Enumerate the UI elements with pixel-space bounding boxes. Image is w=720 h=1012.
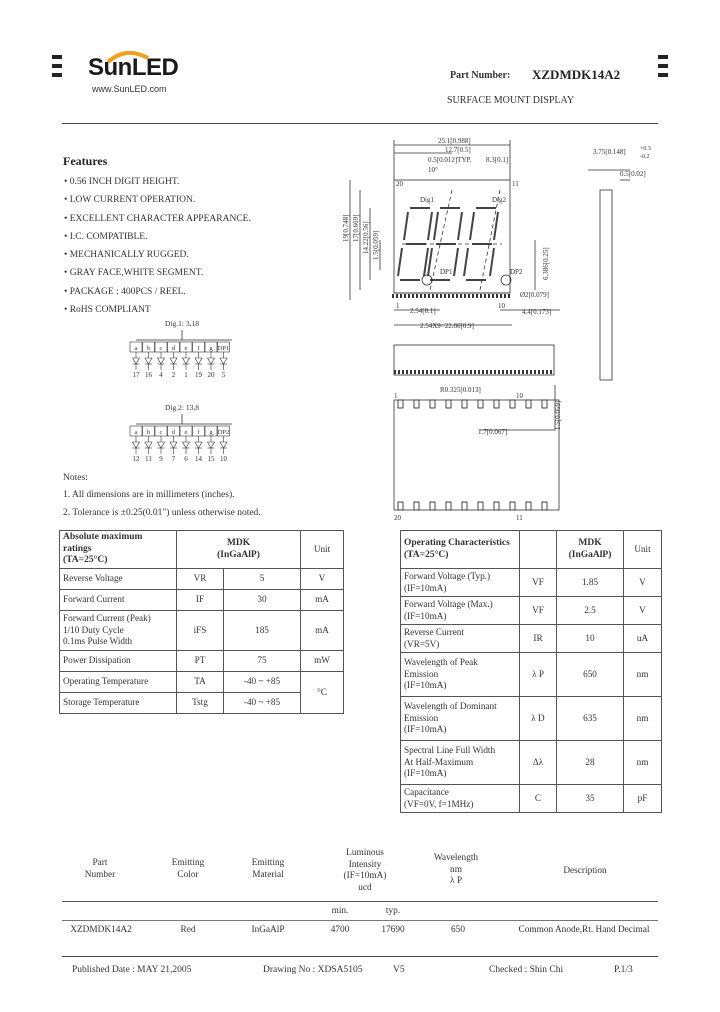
abs-param: Power Dissipation — [60, 651, 177, 672]
abs-unit: mA — [301, 611, 344, 651]
product-type: SURFACE MOUNT DISPLAY — [447, 95, 575, 106]
dim-h15: 1.5[0.059] — [372, 230, 380, 260]
pin-11b-label: 11 — [516, 514, 523, 522]
sel-header-typ: typ. — [385, 906, 401, 916]
dig1-diode — [145, 358, 152, 364]
notes-title: Notes: — [63, 473, 88, 483]
sel-header-part: Part Number — [84, 858, 116, 880]
dig2-diode — [158, 442, 165, 448]
abs-unit: V — [301, 569, 344, 590]
package-drawing — [330, 130, 670, 525]
feature-item: • MECHANICALLY RUGGED. — [64, 250, 189, 261]
op-symbol: Δλ — [520, 741, 557, 785]
op-param: Forward Voltage (Max.) (IF=10mA) — [401, 597, 520, 625]
dig1-pin-label: 19 — [195, 371, 202, 379]
dig1-segment-label: f — [197, 345, 200, 352]
abs-value: 5 — [224, 569, 301, 590]
dig1-segment-label: DP1 — [217, 345, 230, 352]
note-item: 2. Tolerance is ±0.25(0.01") unless otherwise noted. — [63, 508, 261, 518]
dim-h17: 17[0.669] — [352, 214, 360, 242]
op-row — [401, 653, 662, 697]
dig1-segment-label: c — [159, 345, 163, 352]
feature-item: • PACKAGE : 400PCS / REEL. — [64, 286, 186, 297]
feature-item: • 0.56 INCH DIGIT HEIGHT. — [64, 177, 180, 187]
features-list — [64, 177, 251, 323]
part-number: XZDMDK14A2 — [532, 67, 621, 82]
op-symbol: IR — [520, 625, 557, 653]
left-bars-decoration — [52, 55, 62, 82]
op-symbol: VF — [520, 597, 557, 625]
page-number: P.1/3 — [614, 965, 633, 975]
features-title: Features — [63, 154, 108, 168]
dig2-pin-label: 11 — [145, 455, 152, 463]
sel-min: 4700 — [330, 925, 350, 935]
dig2-diode — [170, 442, 177, 448]
op-row — [401, 597, 662, 625]
sel-wavelength: 650 — [451, 925, 465, 935]
op-unit: V — [624, 597, 662, 625]
abs-title: Absolute maximum ratings (TA=25°C) — [60, 531, 177, 569]
dim-44: 4.4[0.173] — [522, 308, 552, 316]
dim-10deg: 10° — [428, 166, 438, 174]
dig2-pin-label: 12 — [132, 455, 140, 463]
abs-col-unit: Unit — [301, 531, 344, 569]
dig2-pin-label: 6 — [184, 455, 188, 463]
abs-symbol: IF — [177, 590, 224, 611]
sel-color: Red — [180, 925, 196, 935]
dig2-segment-label: f — [197, 429, 200, 436]
part-number-label: Part Number: — [450, 70, 511, 81]
op-param: Capacitance (VF=0V, f=1MHz) — [401, 785, 520, 813]
abs-unit: mA — [301, 590, 344, 611]
op-unit: pF — [624, 785, 662, 813]
brand-name: SunLED — [88, 54, 179, 81]
dig1-diode — [195, 358, 202, 364]
dig1-diode — [158, 358, 165, 364]
abs-value: 185 — [224, 611, 301, 651]
op-symbol: λ P — [520, 653, 557, 697]
pin-20-label: 20 — [396, 180, 403, 188]
feature-item: • I.C. COMPATIBLE. — [64, 231, 148, 242]
op-symbol: C — [520, 785, 557, 813]
dig1-title: Dig.1: 3,18 — [165, 319, 199, 328]
pin-1-label: 1 — [396, 302, 400, 310]
op-col-sym — [520, 531, 557, 569]
dig2-diode — [195, 442, 202, 448]
op-param: Wavelength of Dominant Emission (IF=10mA) — [401, 697, 520, 741]
version: V5 — [393, 965, 405, 975]
pin-11-label: 11 — [512, 180, 519, 188]
abs-row — [60, 569, 344, 590]
op-value: 650 — [557, 653, 624, 697]
dig1-segment-label: b — [146, 345, 151, 352]
op-value: 2.5 — [557, 597, 624, 625]
dig1-pin-label: 4 — [159, 371, 163, 379]
abs-symbol: VR — [177, 569, 224, 590]
dim-127: 12.7[0.5] — [445, 146, 471, 154]
dp2-label: DP2 — [510, 268, 523, 276]
abs-row — [60, 672, 344, 693]
dig1-diode — [133, 358, 140, 364]
op-param: Spectral Line Full Width At Half-Maximum (IF=10mA) — [401, 741, 520, 785]
dim-tol-plus: +0.3 — [640, 146, 651, 152]
op-unit: nm — [624, 653, 662, 697]
op-unit: uA — [624, 625, 662, 653]
feature-item: • EXCELLENT CHARACTER APPEARANCE. — [64, 213, 251, 224]
abs-value: -40 ~ +85 — [224, 693, 301, 714]
op-row — [401, 625, 662, 653]
pin-1b-label: 1 — [394, 392, 398, 400]
abs-param: Forward Current (Peak) 1/10 Duty Cycle 0.1ms Pulse Width — [60, 611, 177, 651]
abs-unit: °C — [301, 672, 344, 714]
dig1-pin-label: 20 — [207, 371, 215, 379]
op-symbol: λ D — [520, 697, 557, 741]
dig2-pin-label: 9 — [159, 455, 163, 463]
pin-10-label: 10 — [498, 302, 505, 310]
abs-symbol: iFS — [177, 611, 224, 651]
op-param: Wavelength of Peak Emission (IF=10mA) — [401, 653, 520, 697]
brand-logo — [86, 48, 196, 88]
op-unit: nm — [624, 741, 662, 785]
sel-header-min: min. — [331, 906, 349, 916]
sel-header-material: Emitting Material — [251, 858, 285, 880]
dim-tol-minus: -0.2 — [640, 154, 650, 160]
selection-divider — [62, 901, 658, 902]
op-value: 35 — [557, 785, 624, 813]
abs-row — [60, 590, 344, 611]
dim-375: 3.75[0.148] — [593, 148, 626, 156]
abs-param: Forward Current — [60, 590, 177, 611]
sel-material: InGaAlP — [251, 925, 285, 935]
dig2-segment-label: b — [146, 429, 151, 436]
abs-value: 30 — [224, 590, 301, 611]
dim-15b: 1.5[0.059] — [554, 400, 562, 430]
sel-header-wavelength: Wavelength nm λ P — [433, 853, 479, 886]
selection-divider-2 — [62, 920, 658, 921]
dig1-pin-label: 5 — [221, 371, 226, 379]
dig1-pin-label: 1 — [184, 371, 188, 379]
dim-h19: 19[0.748] — [342, 214, 350, 242]
abs-param: Storage Temperature — [60, 693, 177, 714]
abs-row — [60, 611, 344, 651]
dig2-segment-label: g — [209, 429, 213, 436]
abs-value: 75 — [224, 651, 301, 672]
checked-by: Checked : Shin Chi — [489, 965, 564, 975]
pin-20b-label: 20 — [394, 514, 401, 522]
op-row — [401, 697, 662, 741]
dig2-segment-label: DP2 — [217, 429, 230, 436]
abs-symbol: TA — [177, 672, 224, 693]
right-bars-decoration — [658, 55, 668, 82]
feature-item: • LOW CURRENT OPERATION. — [64, 195, 196, 206]
dim-diameter: Ø2[0.079] — [520, 291, 549, 299]
op-unit: V — [624, 569, 662, 597]
dig1-segment-label: a — [134, 345, 138, 352]
dig2-diode — [133, 442, 140, 448]
op-value: 28 — [557, 741, 624, 785]
drawing-number: Drawing No : XDSA5105 — [263, 965, 363, 975]
op-row — [401, 569, 662, 597]
dig2-pin-label: 7 — [171, 455, 176, 463]
abs-param: Reverse Voltage — [60, 569, 177, 590]
op-row — [401, 741, 662, 785]
dim-r0325: R0.325[0.013] — [440, 386, 481, 394]
note-item: 1. All dimensions are in millimeters (inches). — [63, 490, 235, 500]
op-title: Operating Characteristics (TA=25°C) — [401, 531, 520, 569]
abs-unit: mW — [301, 651, 344, 672]
dig1-segment-label: e — [184, 345, 188, 352]
dig2-segment-label: e — [184, 429, 188, 436]
abs-row — [60, 651, 344, 672]
dim-05: 0.5[0.012]TYP. — [428, 156, 472, 164]
dig1-label: Dig1 — [420, 196, 434, 204]
dp1-label: DP1 — [440, 268, 453, 276]
op-col-unit: Unit — [624, 531, 662, 569]
dig2-pin-label: 10 — [220, 455, 227, 463]
dig2-label: Dig2 — [492, 196, 506, 204]
dig2-diode — [145, 442, 152, 448]
dig2-segment-label: a — [134, 429, 138, 436]
dim-width-total: 25.1[0.988] — [438, 137, 471, 145]
op-param: Forward Voltage (Typ.) (IF=10mA) — [401, 569, 520, 597]
op-row — [401, 785, 662, 813]
dig1-segment-label: g — [209, 345, 213, 352]
sel-header-description: Description — [563, 866, 607, 876]
dig1-pin-label: 17 — [132, 371, 140, 379]
abs-param: Operating Temperature — [60, 672, 177, 693]
dig1-pin-label: 2 — [171, 371, 176, 379]
feature-item: • RoHS COMPLIANT — [64, 305, 151, 316]
dim-h6: 6.386[0.25] — [542, 247, 550, 280]
pin-10b-label: 10 — [516, 392, 523, 400]
dim-05b: 0.5[0.02] — [620, 170, 646, 178]
dig2-title: Dig.2: 13,8 — [165, 403, 199, 412]
abs-max-table — [59, 530, 344, 714]
header-divider — [62, 123, 658, 124]
dig1-diode — [183, 358, 190, 364]
dig2-diode — [183, 442, 190, 448]
sel-typ: 17690 — [381, 925, 405, 935]
dig1-diode — [220, 358, 227, 364]
sel-header-intensity: Luminous Intensity (IF=10mA) ucd — [343, 848, 387, 893]
abs-value: -40 ~ +85 — [224, 672, 301, 693]
sel-header-color: Emitting Color — [171, 858, 205, 880]
op-param: Reverse Current (VR=5V) — [401, 625, 520, 653]
published-date: Published Date : MAY 21,2005 — [72, 965, 192, 975]
abs-symbol: PT — [177, 651, 224, 672]
dig2-pin-label: 14 — [195, 455, 202, 463]
website-link[interactable]: www.SunLED.com — [92, 84, 167, 94]
dim-h1422: 14.22[0.56] — [362, 221, 370, 254]
feature-item: • GRAY FACE,WHITE SEGMENT. — [64, 268, 204, 279]
op-value: 1.85 — [557, 569, 624, 597]
op-symbol: VF — [520, 569, 557, 597]
dig2-segment-label: c — [159, 429, 163, 436]
dim-8: 8.3[0.1] — [486, 156, 509, 164]
abs-col-mdk: MDK (InGaAlP) — [177, 531, 301, 569]
dig1-segment-label: d — [171, 345, 176, 352]
dim-264: 2.54[0.1] — [410, 307, 436, 315]
abs-symbol: Tstg — [177, 693, 224, 714]
op-col-mdk: MDK (InGaAlP) — [557, 531, 624, 569]
dig2-diode — [208, 442, 215, 448]
dig1-diode — [170, 358, 177, 364]
circuit-diagram — [120, 318, 260, 463]
dim-17: 1.7[0.067] — [478, 428, 508, 436]
dig1-pin-label: 16 — [145, 371, 152, 379]
footer-divider — [62, 956, 658, 957]
op-value: 635 — [557, 697, 624, 741]
op-unit: nm — [624, 697, 662, 741]
dig2-segment-label: d — [171, 429, 176, 436]
dig2-pin-label: 15 — [207, 455, 215, 463]
sel-description: Common Anode,Rt. Hand Decimal — [518, 925, 650, 935]
dig2-diode — [220, 442, 227, 448]
op-value: 10 — [557, 625, 624, 653]
sel-part: XZDMDK14A2 — [70, 925, 132, 935]
operating-table — [400, 530, 662, 813]
dig1-diode — [208, 358, 215, 364]
dim-pitch: 2.54X9=22.86[0.9] — [420, 322, 474, 330]
